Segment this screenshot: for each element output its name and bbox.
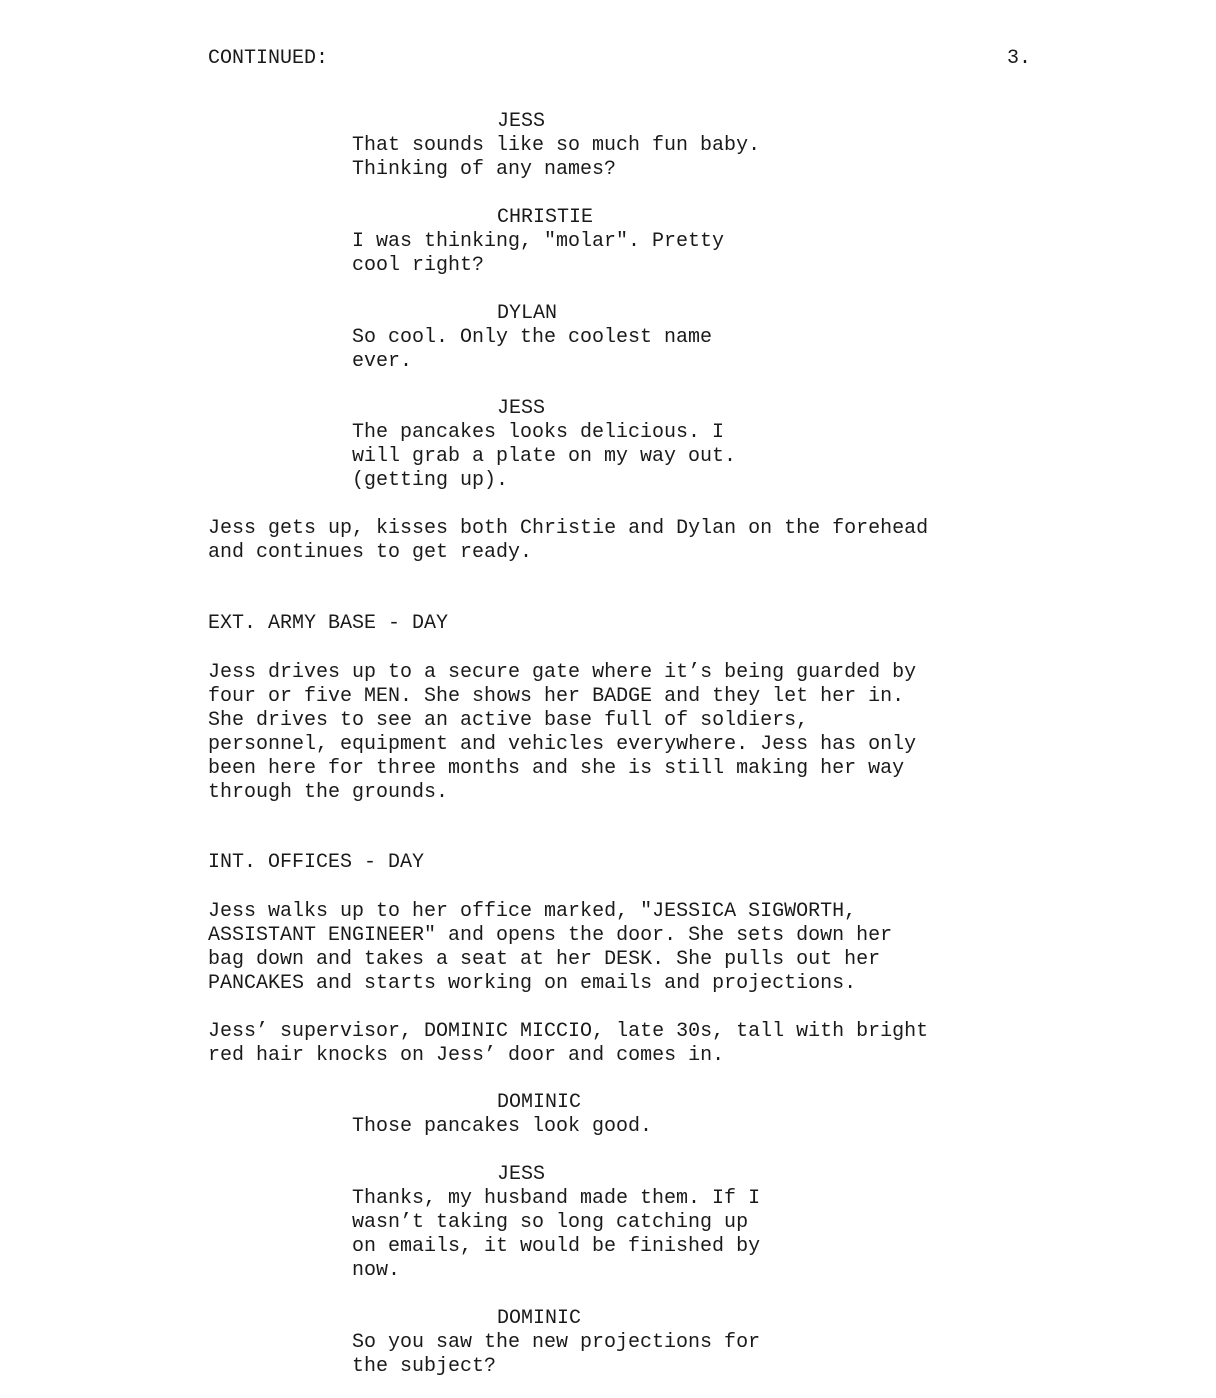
character-cue: DYLAN bbox=[497, 302, 558, 325]
character-cue: CHRISTIE bbox=[497, 206, 594, 229]
action-line: Jess’ supervisor, DOMINIC MICCIO, late 30s, tall with bright red hair knocks on Jess’ door and comes in. bbox=[208, 1020, 929, 1067]
scene-heading: EXT. ARMY BASE - DAY bbox=[208, 612, 449, 635]
dialogue: So you saw the new projections for the subject? bbox=[352, 1331, 761, 1378]
action-line: Jess walks up to her office marked, "JESSICA SIGWORTH, ASSISTANT ENGINEER" and opens the door. She sets down her bag down and takes a seat at her DESK. She pulls out her PANCAKES and starts working on emails and projections. bbox=[208, 900, 893, 995]
character-cue: JESS bbox=[497, 1163, 546, 1186]
dialogue: So cool. Only the coolest name ever. bbox=[352, 326, 713, 373]
dialogue: I was thinking, "molar". Pretty cool right? bbox=[352, 230, 725, 277]
character-cue: DOMINIC bbox=[497, 1091, 582, 1114]
character-cue: JESS bbox=[497, 397, 546, 420]
dialogue: That sounds like so much fun baby. Thinking of any names? bbox=[352, 134, 761, 181]
character-cue: JESS bbox=[497, 110, 546, 133]
character-cue: DOMINIC bbox=[497, 1307, 582, 1330]
dialogue: Those pancakes look good. bbox=[352, 1115, 653, 1138]
scene-heading: INT. OFFICES - DAY bbox=[208, 851, 425, 874]
action-line: Jess drives up to a secure gate where it’s being guarded by four or five MEN. She shows her BADGE and they let her in. She drives to see an active base full of soldiers, personnel, equipment and vehicles everywhere. Jess has only been here for three months and she is still making her way through the grounds. bbox=[208, 661, 917, 804]
action-line: Jess gets up, kisses both Christie and Dylan on the forehead and continues to get ready. bbox=[208, 517, 929, 564]
dialogue: Thanks, my husband made them. If I wasn’t taking so long catching up on emails, it would be finished by now. bbox=[352, 1187, 761, 1282]
page-number: 3. bbox=[1007, 47, 1032, 70]
continued-header: CONTINUED: bbox=[208, 47, 329, 70]
dialogue: The pancakes looks delicious. I will grab a plate on my way out. (getting up). bbox=[352, 421, 737, 492]
